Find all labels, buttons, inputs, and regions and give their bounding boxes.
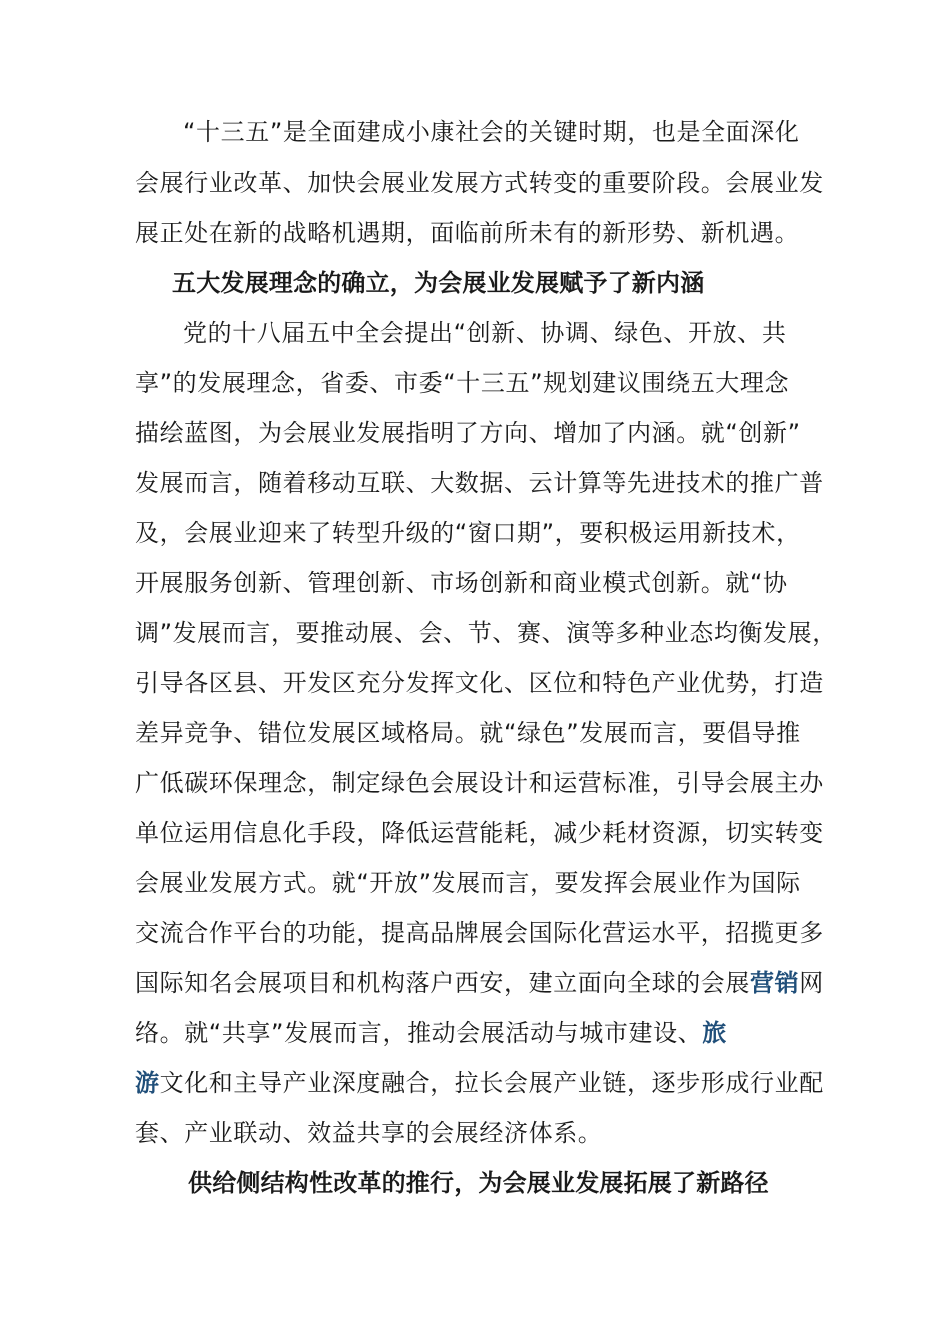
paragraph-2-line-10: 广低碳环保理念，制定绿色会展设计和运营标准，引导会展主办 <box>135 769 824 797</box>
section-heading-1: 五大发展理念的确立，为会展业发展赋予了新内涵 <box>172 269 705 297</box>
tourism-link-part-1[interactable]: 旅 <box>702 1019 727 1047</box>
paragraph-2-line-2: 享”的发展理念，省委、市委“十三五”规划建议围绕五大理念 <box>135 369 790 397</box>
line-text: 国际知名会展项目和机构落户西安，建立面向全球的会展 <box>135 969 750 997</box>
paragraph-2-line-3: 描绘蓝图，为会展业发展指明了方向、增加了内涵。就“创新” <box>135 419 801 447</box>
tourism-link-part-2[interactable]: 游 <box>135 1069 160 1097</box>
paragraph-2-line-15 <box>135 1008 727 1058</box>
paragraph-2-line-4: 发展而言，随着移动互联、大数据、云计算等先进技术的推广普 <box>135 469 824 497</box>
paragraph-2-line-8: 引导各区县、开发区充分发挥文化、区位和特色产业优势，打造 <box>135 669 824 697</box>
paragraph-2-line-13: 交流合作平台的功能，提高品牌展会国际化营运水平，招揽更多 <box>135 919 824 947</box>
line-text: 网 <box>799 969 824 997</box>
paragraph-2-line-9: 差异竞争、错位发展区域格局。就“绿色”发展而言，要倡导推 <box>135 719 801 747</box>
paragraph-2-line-14 <box>135 958 824 1008</box>
section-heading-2: 供给侧结构性改革的推行，为会展业发展拓展了新路径 <box>188 1169 769 1197</box>
paragraph-2-line-16 <box>135 1058 824 1108</box>
paragraph-2-line-7: 调”发展而言，要推动展、会、节、赛、演等多种业态均衡发展， <box>135 619 837 647</box>
paragraph-2-line-6: 开展服务创新、管理创新、市场创新和商业模式创新。就“协 <box>135 569 788 597</box>
paragraph-1-line-2: 会展行业改革、加快会展业发展方式转变的重要阶段。会展业发 <box>135 169 824 197</box>
line-text: 络。就“共享”发展而言，推动会展活动与城市建设、 <box>135 1019 703 1047</box>
paragraph-2-line-5: 及，会展业迎来了转型升级的“窗口期”，要积极运用新技术， <box>135 519 801 547</box>
marketing-link[interactable]: 营销 <box>750 969 800 997</box>
paragraph-2-line-1: 党的十八届五中全会提出“创新、协调、绿色、开放、共 <box>183 319 787 347</box>
paragraph-2-line-12: 会展业发展方式。就“开放”发展而言，要发挥会展业作为国际 <box>135 869 801 897</box>
paragraph-1-line-3: 展正处在新的战略机遇期，面临前所未有的新形势、新机遇。 <box>135 219 800 247</box>
paragraph-2-line-11: 单位运用信息化手段，降低运营能耗，减少耗材资源，切实转变 <box>135 819 824 847</box>
line-text: 文化和主导产业深度融合，拉长会展产业链，逐步形成行业配 <box>159 1069 824 1097</box>
paragraph-2-line-17: 套、产业联动、效益共享的会展经济体系。 <box>135 1119 603 1147</box>
paragraph-1-line-1: “十三五”是全面建成小康社会的关键时期，也是全面深化 <box>183 118 800 146</box>
